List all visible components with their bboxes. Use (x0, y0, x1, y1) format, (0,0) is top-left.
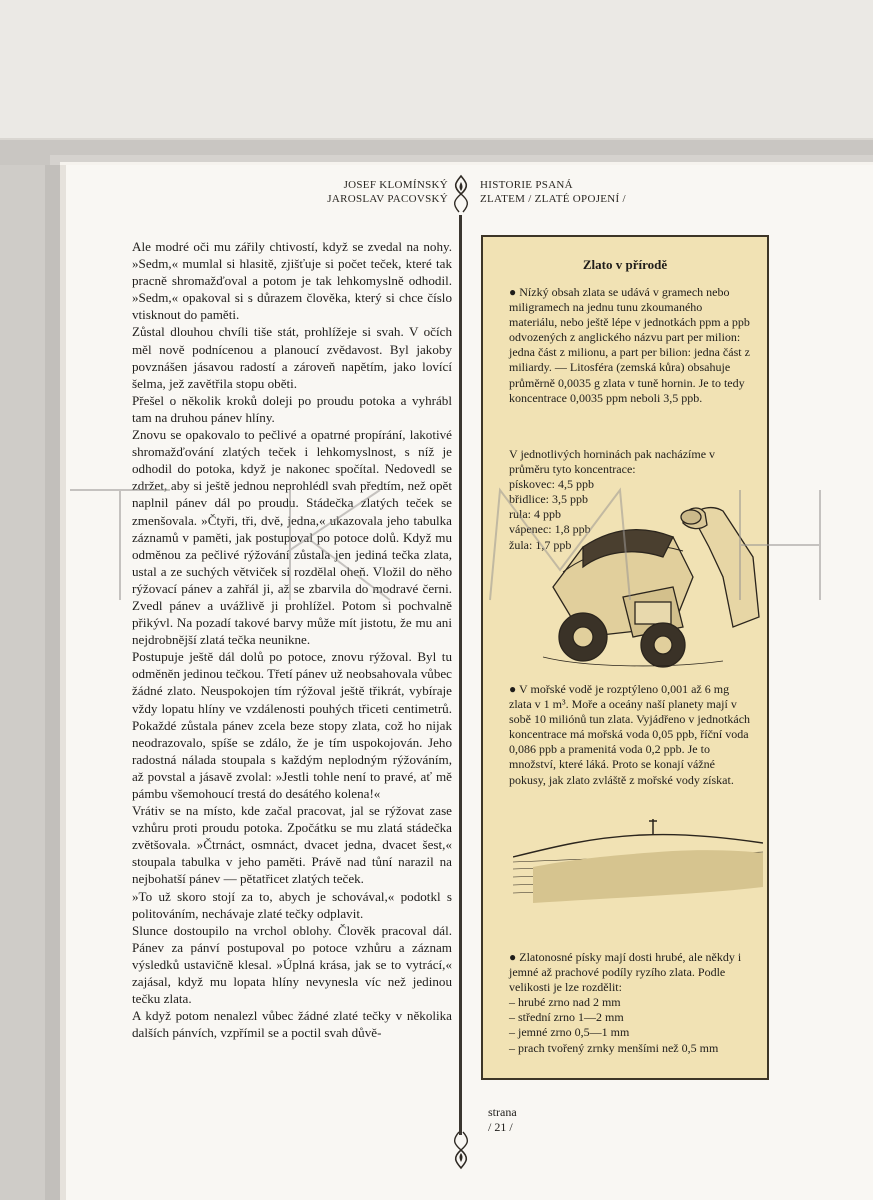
header-author-2: JAROSLAV PACOVSKÝ (327, 193, 448, 205)
header-series-2: ZLATEM / ZLATÉ OPOJENÍ / (480, 193, 626, 205)
sidebar-box-gold-in-nature (481, 235, 769, 1080)
grain-size-list (509, 995, 751, 1055)
story-paragraph: Zůstal dlouhou chvíli tiše stát, prohlížeje si svah. V očích měl nově podnícenou a planoucí zvědavost. Byl jakoby povznášen jásavou radostí a zároveň napětím, jako lovící šelma, jež zavětřila stopu oběti. (132, 324, 452, 391)
dump-truck-and-hand-illustration (523, 477, 763, 677)
story-paragraph: A když potom nenalezl vůbec žádné zlaté tečky v několika dalších pánvích, vzpřímil se a poctil svah důvě- (132, 1008, 452, 1041)
sea-water-section (509, 682, 751, 788)
ornament-top-icon (448, 174, 474, 214)
rock-item: vápenec: 1,8 ppb (509, 522, 591, 537)
sidebar-intro-text: ● Nízký obsah zlata se udává v gramech nebo miligramech na jednu tunu zkoumaného materiálu, nebo ještě lépe v jednotkách ppm a ppb odvozených z anglického názvu part per milion: jedna část z milionu, a part per bilion: jedna část z miliardy. — Litosféra (zemská kůra) obsahuje průměrně 0,0035 g zlata v tuně hornin. Je to tedy koncentrace 0,0035 ppm neboli 3,5 ppb. (509, 285, 750, 405)
header-series-1: HISTORIE PSANÁ (480, 179, 573, 191)
grain-size-item: – střední zrno 1—2 mm (509, 1010, 624, 1025)
running-header-title (480, 178, 626, 206)
rock-item: pískovec: 4,5 ppb (509, 477, 594, 492)
gold-sands-section (509, 950, 751, 1056)
rock-item: žula: 1,7 ppb (509, 537, 572, 552)
story-paragraph: Ale modré oči mu zářily chtivostí, když se zvedal na nohy. »Sedm,« mumlal si hlasitě, zjišťuje si počet teček, které tak pracně shromažďoval a potom je tak lehkomyslně odhodil. »Sedm,« opakoval si s důrazem člověka, který si chce číslo vtisknout do paměti. (132, 239, 452, 323)
story-paragraph: »To už skoro stojí za to, abych je schovával,« podotkl s politováním, nechávaje zlaté tečky odplavit. (132, 888, 452, 921)
coastal-landscape-illustration (513, 807, 763, 907)
ornament-bottom-icon (448, 1130, 474, 1170)
sidebar-title: Zlato v přírodě (582, 257, 668, 272)
column-divider-rule (459, 215, 462, 1135)
page-number: / 21 / (488, 1120, 513, 1134)
rock-item: břidlice: 3,5 ppb (509, 492, 588, 507)
grain-size-item: – jemné zrno 0,5—1 mm (509, 1025, 630, 1040)
sea-water-text: ● V mořské vodě je rozptýleno 0,001 až 6 mg zlata v 1 m³. Moře a oceány naší planety mají v sobě 10 miliónů tun zlata. Vyjádřeno v jednotkách koncentrace má mořská voda 0,05 ppb, říční voda 0,086 ppb a pramenitá voda 0,2 ppb. Je to množství, které láká. Proto se konají vážné pokusy, jak zlato zvláště z mořské vody získat. (509, 682, 751, 787)
story-paragraph: Postupuje ještě dál dolů po potoce, znovu rýžoval. Byl tu odměněn jedinou tečkou. Třetí pánev už neobsahovala vůbec žádné zlato. Neuspokojen tím rýžoval ještě třikrát, vybíraje vždy lopatu hlíny ve vzdálenosti pouhých třiceti centimetrů. Pokaždé zůstala pánev zcela beze stopy zlata, což ho nijak neodrazovalo, spíše se zdálo, že je tím uspokojován. Jeho radostná nálada stoupala s každým neplodným rýžováním, až povstal a jásavě zvolal: »Jestli tohle není to pravé, ať mě pámbu všemohoucí trestá do desátého kolena!« (132, 649, 452, 801)
story-paragraph: Přešel o několik kroků doleji po proudu potoka a vyhrábl tam na druhou pánev hlíny. (132, 392, 452, 425)
story-text-column (132, 238, 452, 1041)
running-header-authors (327, 178, 448, 206)
grain-size-item: – hrubé zrno nad 2 mm (509, 995, 621, 1010)
story-paragraph: Vrátiv se na místo, kde začal pracovat, jal se rýžovat zase vzhůru proti proudu potoka. Zpočátku se mu zlatá stádečka zvětšovala. »Čtrnáct, osmnáct, dvacet jedna, dvacet šest,« stoupala tabulka v jeho paměti. Právě nad tůní narazil na nejbohatší pánev — pětatřicet zlatých teček. (132, 803, 452, 887)
story-paragraph: Slunce dostoupilo na vrchol oblohy. Člověk pracoval dál. Pánev za pánví postupoval po potoce vzhůru a záznam výsledků ustavičně klesal. »Úplná krása, jak se to vytrácí,« zajásal, když mu lopata hlíny nevynesla víc než jedinou tečku zlata. (132, 922, 452, 1007)
grain-size-item: – prach tvořený zrnky menšími než 0,5 mm (509, 1040, 719, 1055)
rock-item: rula: 4 ppb (509, 507, 561, 522)
gold-sands-text: ● Zlatonosné písky mají dosti hrubé, ale někdy i jemné až prachové podíly ryzího zlata. Podle velikosti je lze rozdělit: (509, 950, 742, 995)
story-paragraph: Znovu se opakovalo to pečlivé a opatrné propírání, lakotivé shromažďování zlatých teček i lehkomyslnost, s níž je odhodil do potoka, když je nakonec spočítal. Nedovedl se zdržet, aby si ještě jednou neprohlédl svah předtím, než opět naplnil pánev dál po proudu. Stádečka zlatých teček se zmenšovala. »Čtyři, tři, dvě, jedna,« ukazovala jeho tabulka záznamů v paměti, jak postupoval po potoce dolů. Když mu odměnou za pečlivé rýžování zůstala jen jediná tečka zlata, ustal a ze suchých větviček si rozdělal oheň. Vložil do něho rýžovací pánev a zahřál ji, až se zbarvila do modravé černi. Zvedl pánev a uvážlivě ji prohlížel. Potom si pochvalně přikývl. Na pozadí takové barvy může mít jistotu, že mu ani nejdrobnější zlatá tečka neunikne. (132, 427, 452, 648)
rock-list-intro: V jednotlivých horninách pak nacházíme v průměru tyto koncentrace: (509, 447, 716, 477)
header-author-1: JOSEF KLOMÍNSKÝ (343, 179, 448, 191)
sidebar-intro (509, 285, 751, 406)
page-label: strana (488, 1105, 517, 1119)
